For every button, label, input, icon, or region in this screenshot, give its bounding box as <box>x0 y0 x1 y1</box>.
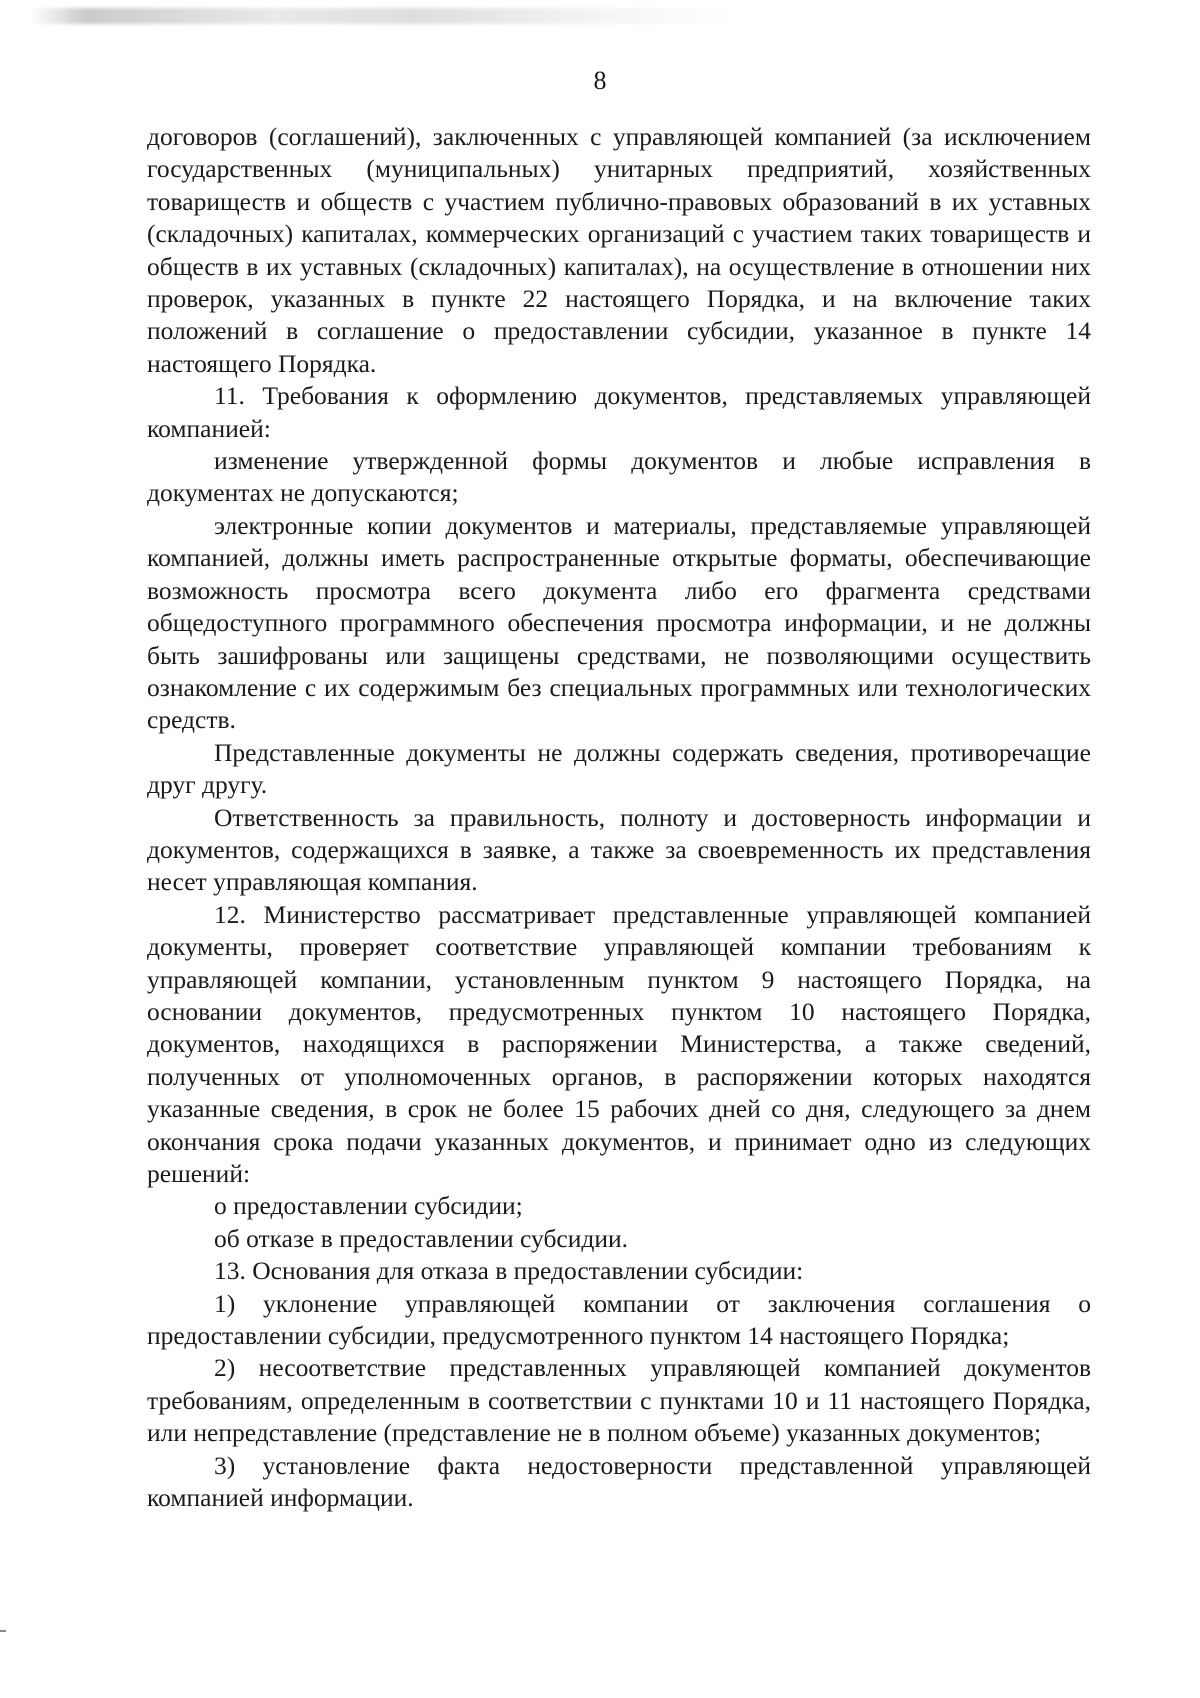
paragraph-decision-grant: о предоставлении субсидии; <box>214 1191 523 1221</box>
scan-artifact <box>30 8 730 24</box>
scan-mark <box>0 1630 6 1632</box>
paragraph-decision-refuse: об отказе в предоставлении субсидии. <box>214 1223 629 1253</box>
paragraph-no-contradictions: Представленные документы не должны содержать сведения, противоречащие друг другу. <box>147 737 1091 800</box>
paragraph-ground-1: 1) уклонение управляющей компании от заключения соглашения о предоставлении субсидии, предусмотренного пунктом 14 настоящего Порядка; <box>147 1288 1091 1351</box>
paragraph-ground-3: 3) установление факта недостоверности представленной управляющей компанией информации. <box>147 1450 1091 1513</box>
document-body <box>147 121 1091 1514</box>
paragraph-item-12: 12. Министерство рассматривает представленные управляющей компанией документы, проверяет соответствие управляющей компании требованиям к управляющей компании, установленным пунктом 9 настоящего Порядка, на основании документов, предусмотренных пунктом 10 настоящего Порядка, документов, находящихся в распоряжении Министерства, а также сведений, полученных от уполномоченных органов, в распоряжении которых находятся указанные сведения, в срок не более 15 рабочих дней со дня, следующего за днем окончания срока подачи указанных документов, и принимает одно из следующих решений: <box>147 899 1091 1188</box>
paragraph-item-13: 13. Основания для отказа в предоставлении субсидии: <box>214 1256 804 1286</box>
page-number: 8 <box>593 66 607 95</box>
paragraph-form-requirement: изменение утвержденной формы документов и любые исправления в документах не допускаются; <box>147 446 1091 508</box>
paragraph-ground-2: 2) несоответствие представленных управляющей компанией документов требованиям, определенным в соответствии с пунктами 10 и 11 настоящего Порядка, или непредставление (представление не в полном объеме) указанных документов; <box>147 1353 1091 1448</box>
paragraph-continuation: договоров (соглашений), заключенных с управляющей компанией (за исключением государственных (муниципальных) унитарных предприятий, хозяйственных товариществ и обществ с участием публично-правовых образований в их уставных (складочных) капиталах, коммерческих организаций с участием таких товариществ и обществ в их уставных (складочных) капиталах), на осуществление в отношении них проверок, указанных в пункте 22 настоящего Порядка, и на включение таких положений в соглашение о предоставлении субсидии, указанное в пункте 14 настоящего Порядка. <box>147 122 1091 378</box>
paragraph-electronic-copies: электронные копии документов и материалы, представляемые управляющей компанией, должны иметь распространенные открытые форматы, обеспечивающие возможность просмотра всего документа либо его фрагмента средствами общедоступного программного обеспечения просмотра информации, и не должны быть зашифрованы или защищены средствами, не позволяющими осуществить ознакомление с их содержимым без специальных программных или технологических средств. <box>147 510 1091 735</box>
paragraph-item-11: 11. Требования к оформлению документов, представляемых управляющей компанией: <box>147 381 1091 443</box>
paragraph-responsibility: Ответственность за правильность, полноту и достоверность информации и документов, содержащихся в заявке, а также за своевременность их представления несет управляющая компания. <box>147 802 1091 897</box>
